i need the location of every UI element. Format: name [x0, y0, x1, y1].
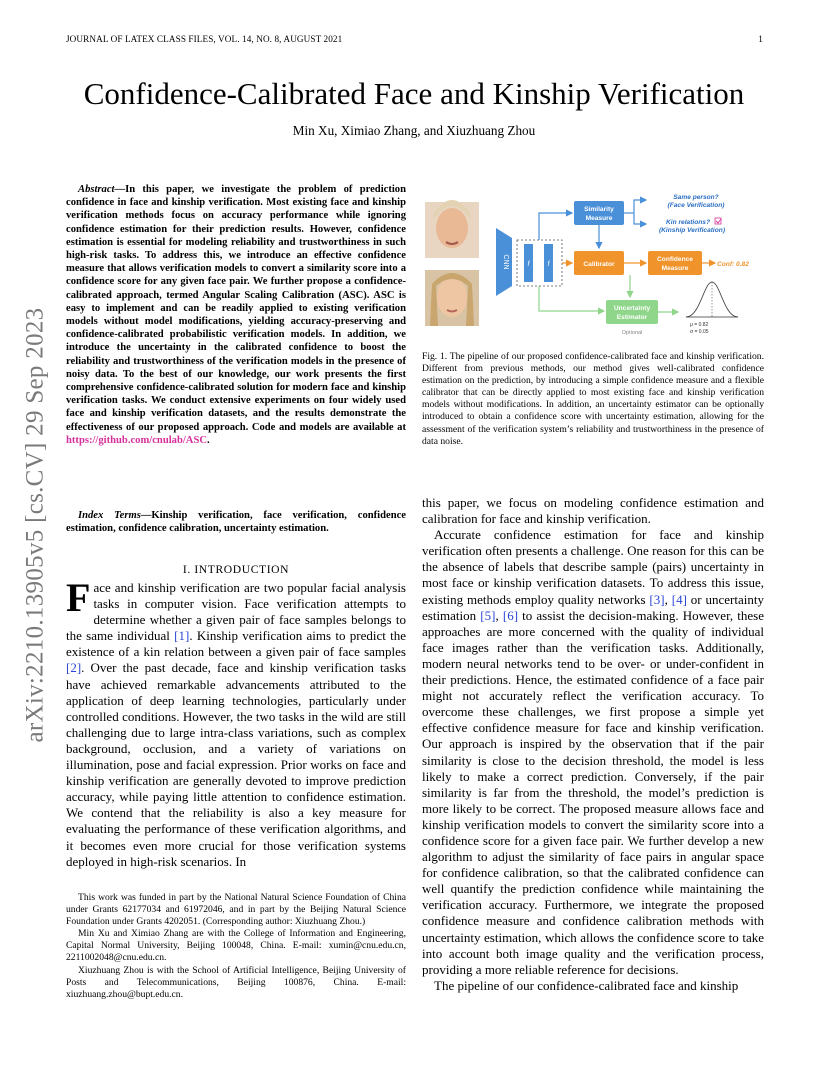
feature-box — [517, 240, 562, 286]
face-photo-bottom — [425, 270, 479, 326]
uncertainty-estimator-box — [606, 300, 658, 324]
page-number: 1 — [758, 34, 763, 44]
citation-1[interactable]: [1] — [174, 628, 190, 644]
figure-caption: Fig. 1. The pipeline of our proposed confidence-calibrated face and kinship verification. Different from previous methods, our method gives well-calibrated confidence estimation on the prediction, by introducing a simple confidence measure and a flexible calibrator that can be directly applied to most existing face and kinship verification models without modifications. In addition, an uncertainty estimator can be optionally introduced to obtain a confidence score with uncertainty estimation, allowing for the assessment of the verification system’s reliability and trustworthiness in the presence of data noise. — [422, 351, 764, 447]
uncertainty-label-2: Estimator — [616, 314, 648, 321]
footnote-funding: This work was funded in part by the National Natural Science Foundation of China under Grants 62177034 and 61972046, and in part by the Beijing Natural Science Foundation under Grants 4202051. (Corresponding author: Xiuzhuang Zhou.) — [66, 892, 406, 928]
cnn-block — [496, 228, 512, 296]
footnotes — [66, 892, 406, 1001]
p2-seg1: Accurate confidence estimation for face and kinship verification often presents a challenge. One reason for this can be the absence of labels that describe sample (pairs) uncertainty in most face or kinship verification datasets. To address this issue, existing methods employ quality networks — [422, 527, 764, 607]
cnn-label: CNN — [502, 254, 509, 270]
gaussian-curve-icon — [686, 282, 738, 317]
right-paragraph-3: The pipeline of our confidence-calibrated face and kinship — [434, 977, 739, 993]
face-photo-top — [425, 200, 479, 258]
similarity-measure-box — [574, 201, 624, 225]
kin-question-line2: (Kinship Verification) — [658, 227, 726, 234]
citation-3[interactable]: [3] — [649, 591, 665, 607]
optional-label: Optional — [621, 330, 643, 336]
footnote-affiliation-1: Min Xu and Ximiao Zhang are with the College of Information and Engineering, Capital Normal University, Beijing 100048, China. E-mail: xumin@cnu.edu.cn, 2211002048@cnu.edu.cn. — [66, 928, 406, 964]
conf-output-label: Conf: 0.82 — [717, 261, 749, 268]
confidence-label-2: Measure — [661, 265, 689, 272]
paper-title: Confidence-Calibrated Face and Kinship Verification — [83, 76, 745, 111]
section-heading-introduction: I. INTRODUCTION — [182, 563, 290, 576]
arxiv-stamp-text: arXiv:2210.13905v5 [cs.CV] 29 Sep 2023 — [21, 307, 49, 743]
sigma-label: σ = 0.05 — [690, 329, 709, 335]
citation-5[interactable]: [5] — [480, 607, 496, 623]
abstract — [66, 183, 406, 447]
feature-bar-2 — [544, 244, 553, 282]
right-paragraph-2 — [422, 527, 764, 978]
citation-2[interactable]: [2] — [66, 660, 82, 676]
mu-label: μ = 0.82 — [690, 322, 709, 328]
similarity-label-1: Similarity — [584, 206, 614, 213]
figure-1 — [420, 184, 765, 340]
p2-seg5: to assist the decision-making. However, these approaches are more concerned with the quality of individual face images rather than the verification tasks. Additionally, modern neural networks tend to be over- or under-confident in their predictions. Hence, the estimated confidence of a face pair might not accurately reflect the verification accuracy. To overcome these challenges, we first propose a simple yet effective confidence measure for face and kinship verification. Our approach is inspired by the observation that if the pair similarity is close to the decision threshold, the model is less likely to make a correct prediction. Conversely, if the pair similarity is far from the threshold, the model’s prediction is more likely to be correct. The proposed measure allows face and kinship verification models to convert the similarity score into a confidence score for a given face pair. We further develop a new algorithm to adjust the similarity of face pairs in angular space for confidence calibration, so that the calibrated confidence can well quantify the prediction confidence while maintaining the verification accuracy. Furthermore, we integrate the proposed confidence measure and confidence calibration methods with uncertainty estimation, which allows the confidence score to take into account both image quality and the verification process, providing a more reliable reference for decisions. — [422, 607, 764, 977]
arrow-to-uncertainty — [539, 286, 604, 311]
drop-cap: F — [66, 575, 91, 620]
intro-seg2: . Kinship verification aims to predict the existence of a kin relation between a given pair of face samples — [66, 628, 406, 660]
abstract-text: —In this paper, we investigate the problem of prediction confidence in face and kinship verification. Most existing face and kinship verification methods focus on accuracy performance while ignoring confidence estimation for their prediction results. However, confidence estimation is essential for modeling reliability and trustworthiness in such high-risk tasks. To address this, we introduce an effective confidence measure that allows verification models to convert a similarity score into a confidence score for any given face pair. We further propose a confidence-calibrated approach, termed Angular Scaling Calibration (ASC). ASC is easy to implement and can be readily applied to existing verification models without model modifications, yielding accuracy-preserving and confidence-calibrated probabilistic verification models. In addition, we introduce the uncertainty in the calibrated confidence to boost the reliability and trustworthiness of the verification models in the presence of noisy data. To the best of our knowledge, our work presents the first comprehensive confidence-calibrated solution for modern face and kinship verification tasks. We conduct extensive experiments on four widely used face and kinship verification datasets, and the results demonstrate the effectiveness of our proposed approach. Code and models are available at — [66, 184, 406, 433]
right-column-body — [422, 495, 764, 994]
author-list: Min Xu, Ximiao Zhang, and Xiuzhuang Zhou — [292, 123, 536, 138]
abstract-lead: Abstract — [78, 184, 115, 195]
citation-6[interactable]: [6] — [502, 607, 519, 623]
intro-seg3: . Over the past decade, face and kinship verification tasks have achieved remarkable advancements attributed to the application of deep learning technologies, particularly under controlled conditions. However, the two tasks in the wild are still challenging due to large intra-class variations, such as complex background, occlusion, and a variety of variations on illumination, pose and facial expression. Prior works on face and kinship verification are generally devoted to improve prediction accuracy, while paying little attention to confidence estimation. We contend that the reliability is also a key measure for evaluating the performance of these verification algorithms, and it becomes even more crucial for those verification systems deployed in high-risk scenarios. In — [66, 660, 406, 869]
arxiv-stamp — [21, 290, 49, 760]
pipeline-diagram — [420, 184, 765, 340]
index-terms-lead: Index Terms — [78, 510, 141, 521]
uncertainty-label-1: Uncertainty — [613, 305, 651, 312]
confidence-label-1: Confidence — [657, 256, 693, 263]
right-paragraph-1: this paper, we focus on modeling confidence estimation and calibration for face and kinship verification. — [422, 495, 764, 527]
feature-f-label-1: f — [527, 261, 530, 268]
code-link[interactable]: https://github.com/cnulab/ASC — [66, 434, 207, 446]
calibrator-box — [574, 251, 624, 275]
index-terms-text: —Kinship verification, face verification, confidence estimation, confidence calibration, uncertainty estimation. — [66, 510, 406, 535]
arrow-to-kin-question — [634, 213, 646, 224]
calibrator-label: Calibrator — [583, 261, 615, 268]
check-mark-icon — [716, 219, 721, 223]
running-header — [66, 34, 763, 48]
abstract-end: . — [207, 434, 210, 446]
p2-seg3: or uncertainty estimation — [422, 591, 764, 623]
citation-4[interactable]: [4] — [671, 591, 687, 607]
kin-question — [659, 218, 725, 234]
similarity-label-2: Measure — [585, 215, 613, 222]
running-title: JOURNAL OF LATEX CLASS FILES, VOL. 14, NO. 8, AUGUST 2021 — [66, 34, 343, 44]
p2-seg2: , — [664, 591, 672, 607]
feature-bar-1 — [524, 244, 533, 282]
index-terms — [66, 509, 406, 535]
kin-question-line1: Kin relations? — [666, 219, 710, 226]
intro-seg1: ace and kinship verification are two popular facial analysis tasks in computer vision. Face verification attempts to determine whether a given pair of face samples belongs to the same individual — [66, 580, 406, 644]
confidence-measure-box — [648, 251, 702, 275]
footnote-affiliation-2: Xiuzhuang Zhou is with the School of Artificial Intelligence, Beijing University of Posts and Telecommunications, Beijing 100876, China. E-mail: xiuzhuang.zhou@bupt.edu.cn. — [66, 964, 406, 1000]
arrow-to-similarity — [539, 213, 572, 240]
face-question-line2: (Face Verification) — [667, 202, 725, 209]
p2-seg4: , — [495, 607, 503, 623]
face-question-line1: Same person? — [673, 194, 719, 201]
arrow-to-face-question — [634, 200, 646, 213]
face-question — [668, 194, 725, 209]
feature-f-label-2: f — [547, 261, 550, 268]
intro-paragraph — [66, 575, 406, 870]
